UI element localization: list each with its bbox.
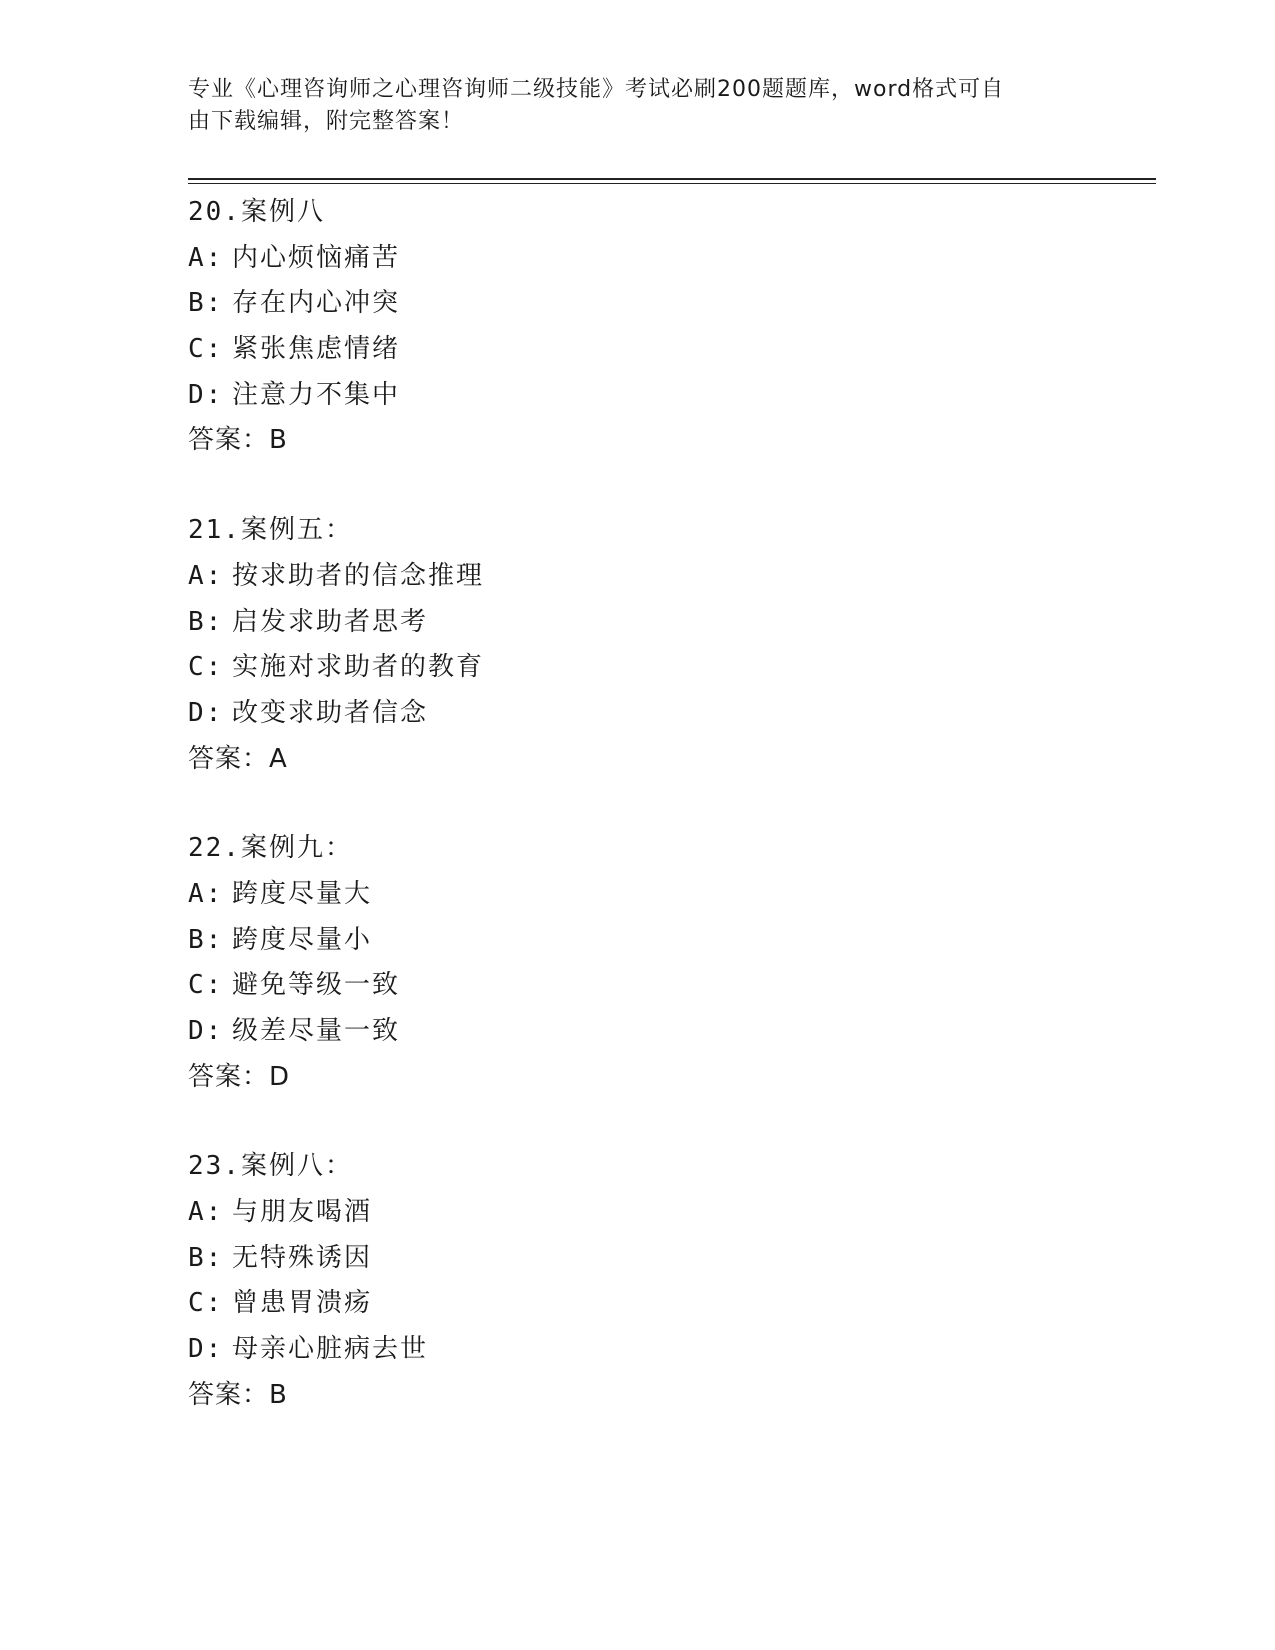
option-d [188,691,1148,737]
option-letter: B: [188,606,224,637]
option-letter: A: [188,1197,224,1228]
option-d [188,1327,1148,1373]
option-letter: B: [188,288,224,319]
option-text: 无特殊诱因 [232,1242,373,1273]
option-b [188,918,1148,964]
question-21 [188,508,1148,782]
option-letter: A: [188,560,224,591]
option-b [188,600,1148,646]
option-text: 曾患胃溃疡 [232,1288,373,1319]
option-c [188,645,1148,691]
answer-line: 答案：A [188,743,288,774]
option-text: 改变求助者信念 [232,697,429,728]
option-letter: C: [188,970,224,1001]
answer-line: 答案：D [188,1061,291,1092]
option-d [188,373,1148,419]
question-22 [188,826,1148,1100]
option-a [188,554,1148,600]
option-b [188,281,1148,327]
option-a [188,236,1148,282]
answer-line: 答案：B [188,1379,288,1410]
question-stem: 23.案例八： [188,1151,353,1182]
question-stem: 22.案例九： [188,833,353,864]
question-20 [188,190,1148,464]
option-text: 避免等级一致 [232,970,401,1001]
option-c [188,327,1148,373]
header-divider-thick [188,178,1156,180]
option-text: 存在内心冲突 [232,288,401,319]
option-text: 跨度尽量小 [232,924,373,955]
option-letter: D: [188,1334,224,1365]
option-letter: C: [188,652,224,683]
option-text: 母亲心脏病去世 [232,1334,429,1365]
option-letter: A: [188,242,224,273]
option-letter: D: [188,379,224,410]
header-line-1: 专业《心理咨询师之心理咨询师二级技能》考试必刷200题题库，word格式可自 [188,77,1005,102]
question-list [188,190,1148,1463]
option-a [188,872,1148,918]
option-d [188,1009,1148,1055]
option-text: 紧张焦虑情绪 [232,334,401,365]
answer-line: 答案：B [188,425,288,456]
option-text: 内心烦恼痛苦 [232,242,401,273]
question-stem: 21.案例五： [188,515,353,546]
question-stem: 20.案例八 [188,197,325,227]
option-letter: C: [188,1288,224,1319]
option-letter: D: [188,697,224,728]
option-letter: C: [188,334,224,365]
option-text: 级差尽量一致 [232,1016,401,1046]
option-text: 与朋友喝酒 [232,1197,373,1228]
option-letter: B: [188,1242,224,1273]
option-text: 注意力不集中 [232,379,401,410]
option-c [188,1281,1148,1327]
option-letter: D: [188,1016,224,1046]
question-23 [188,1144,1148,1418]
option-a [188,1190,1148,1236]
option-c [188,963,1148,1009]
option-letter: B: [188,924,224,955]
option-text: 启发求助者思考 [232,606,429,637]
option-text: 按求助者的信念推理 [232,560,485,591]
option-letter: A: [188,878,224,909]
option-text: 跨度尽量大 [232,878,373,909]
document-header [188,74,1068,138]
header-line-2: 由下载编辑，附完整答案！ [188,109,465,134]
option-b [188,1236,1148,1282]
header-divider-thin [188,183,1156,184]
option-text: 实施对求助者的教育 [232,652,485,683]
